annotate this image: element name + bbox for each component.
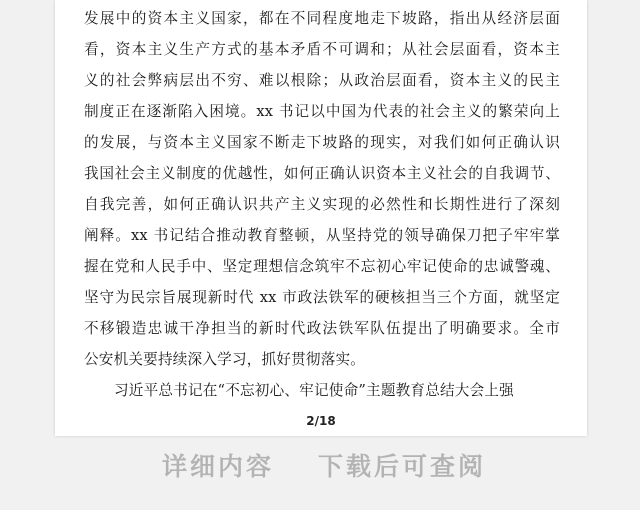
details-button[interactable]: 详细内容 bbox=[162, 452, 275, 481]
text-line: 阐释。xx 书记结合推动教育整顿，从坚持党的领导确保刀把子牢牢掌 bbox=[84, 227, 560, 244]
text-line: 握在党和人民手中、坚定理想信念筑牢不忘初心牢记使命的忠诚警魂、 bbox=[84, 258, 560, 275]
text-line: 看，资本主义生产方式的基本矛盾不可调和；从社会层面看，资本主 bbox=[84, 41, 560, 58]
page-body bbox=[84, 3, 560, 406]
text-line: 自我完善，如何正确认识共产主义实现的必然性和长期性进行了深刻 bbox=[84, 196, 560, 213]
text-line: 发展中的资本主义国家，都在不同程度地走下坡路，指出从经济层面 bbox=[84, 10, 560, 27]
text-line: 坚守为民宗旨展现新时代 xx 市政法铁军的硬核担当三个方面，就坚定 bbox=[84, 289, 560, 306]
text-line: 公安机关要持续深入学习，抓好贯彻落实。 bbox=[84, 351, 366, 368]
text-line: 我国社会主义制度的优越性，如何正确认识资本主义社会的自我调节、 bbox=[84, 165, 560, 182]
document-page bbox=[55, 0, 587, 436]
download-prompt bbox=[0, 447, 640, 487]
page-number: 2/18 bbox=[306, 414, 336, 428]
download-to-view-button[interactable]: 下载后可查阅 bbox=[318, 452, 487, 481]
text-line: 制度正在逐渐陷入困境。xx 书记以中国为代表的社会主义的繁荣向上 bbox=[84, 103, 560, 120]
text-line: 不移锻造忠诚干净担当的新时代政法铁军队伍提出了明确要求。全市 bbox=[84, 320, 560, 337]
text-line: 义的社会弊病层出不穷、难以根除；从政治层面看，资本主义的民主 bbox=[84, 72, 560, 89]
text-line: 习近平总书记在“不忘初心、牢记使命”主题教育总结大会上强 bbox=[114, 382, 514, 399]
text-line: 的发展，与资本主义国家不断走下坡路的现实，对我们如何正确认识 bbox=[84, 134, 560, 151]
